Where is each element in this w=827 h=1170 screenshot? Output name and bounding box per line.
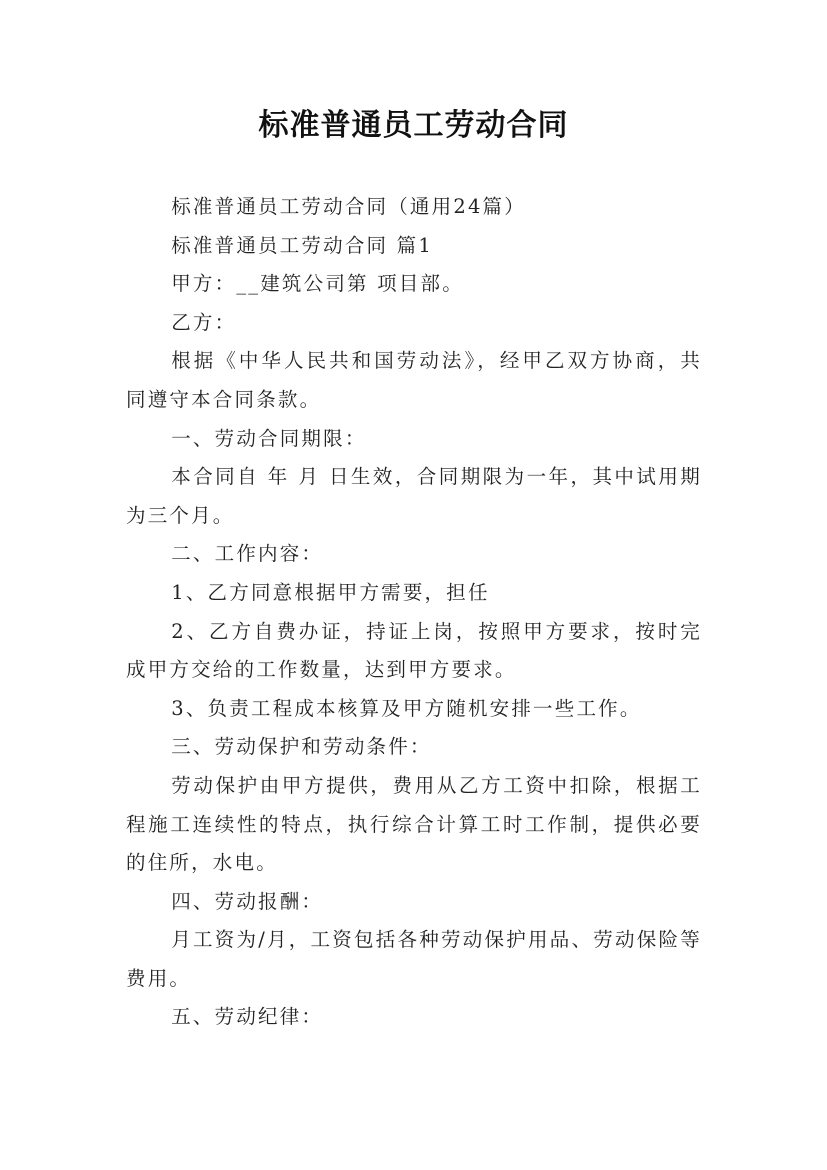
paragraph-pay: 月工资为/月，工资包括各种劳动保护用品、劳动保险等费用。 — [126, 928, 702, 990]
paragraph-term: 本合同自 年 月 日生效，合同期限为一年，其中试用期为三个月。 — [126, 465, 702, 527]
document-body — [126, 188, 702, 1037]
paragraph-heading-work: 二、工作内容： — [171, 542, 324, 566]
paragraph-heading-pay: 四、劳动报酬： — [171, 889, 324, 913]
paragraph-party-a: 甲方：__建筑公司第 项目部。 — [171, 272, 464, 296]
paragraph-heading-protection: 三、劳动保护和劳动条件： — [171, 735, 432, 759]
paragraph-heading-discipline: 五、劳动纪律： — [171, 1005, 324, 1029]
paragraph-party-b: 乙方： — [171, 310, 237, 334]
paragraph-protection: 劳动保护由甲方提供，费用从乙方工资中扣除，根据工程施工连续性的特点，执行综合计算工时工作制，提供必要的住所，水电。 — [126, 773, 702, 875]
paragraph-subtitle: 标准普通员工劳动合同（通用24篇） — [171, 195, 526, 218]
paragraph-work-item-1: 1、乙方同意根据甲方需要，担任 — [171, 580, 490, 604]
paragraph-work-item-3: 3、负责工程成本核算及甲方随机安排一些工作。 — [171, 696, 642, 720]
paragraph-work-item-2: 2、乙方自费办证，持证上岗，按照甲方要求，按时完成甲方交给的工作数量，达到甲方要求。 — [126, 619, 702, 682]
paragraph-section-heading: 标准普通员工劳动合同 篇1 — [171, 233, 433, 257]
paragraph-heading-term: 一、劳动合同期限： — [171, 426, 367, 450]
paragraph-preamble: 根据《中华人民共和国劳动法》，经甲乙双方协商，共同遵守本合同条款。 — [126, 349, 702, 411]
document-title: 标准普通员工劳动合同 — [258, 108, 569, 143]
